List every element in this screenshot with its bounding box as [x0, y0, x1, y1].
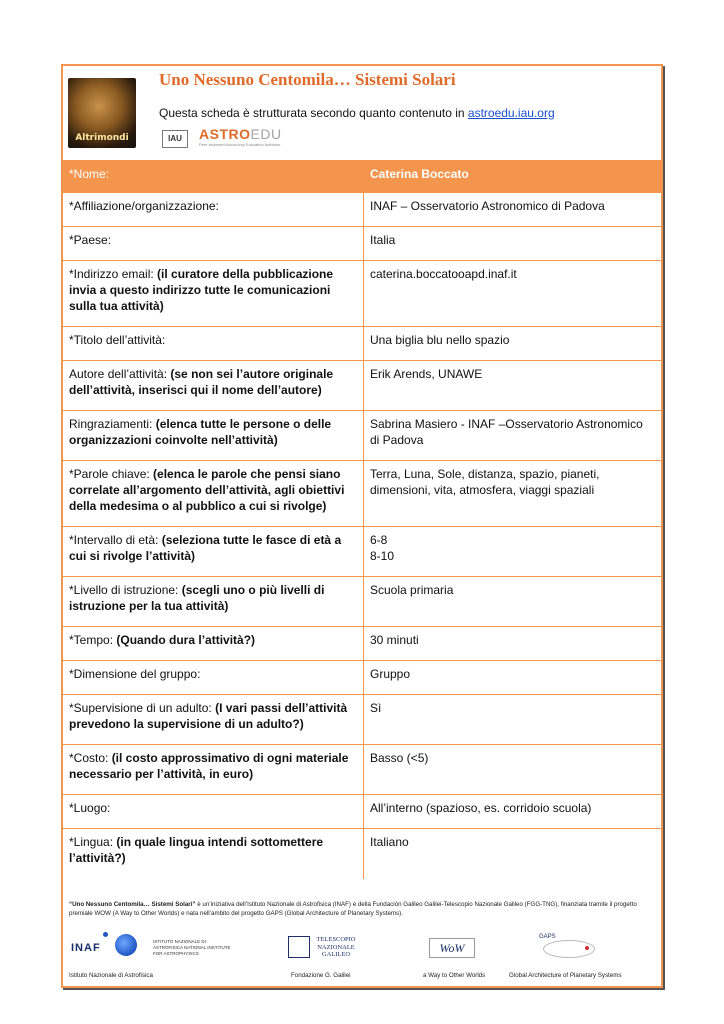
field-value: All’interno (spazioso, es. corridoio scuola) — [370, 801, 592, 815]
form-row-value — [364, 527, 662, 577]
form-row-value — [364, 795, 662, 829]
inaf-institute-name: ISTITUTO NAZIONALE DI ASTROFISICA NATIONAL INSTITUTE FOR ASTROPHYSICS — [153, 939, 231, 956]
form-row-label — [63, 527, 364, 577]
inaf-globe-icon — [115, 934, 137, 956]
form-row-label — [63, 161, 364, 193]
footer-label-fgg: Fondazione G. Galilei — [291, 972, 351, 979]
field-instructions: (Quando dura l’attività?) — [116, 633, 256, 647]
form-row-value — [364, 193, 662, 227]
field-label: *Titolo dell’attività: — [69, 333, 166, 347]
form-row-value — [364, 411, 662, 461]
footer-logos — [63, 928, 661, 968]
document-title: Uno Nessuno Centomila… Sistemi Solari — [159, 70, 456, 89]
field-instructions: (elenca tutte le persone o delle organizzazioni coinvolte nell’attività) — [69, 417, 332, 447]
form-row — [63, 661, 661, 695]
form-row — [63, 327, 661, 361]
field-label: *Indirizzo email: — [69, 267, 158, 281]
activity-form-table — [63, 160, 661, 879]
wow-logo: WoW — [429, 938, 475, 958]
field-value-secondary: 8-10 — [370, 549, 395, 563]
astroedu-logo-suffix: EDU — [250, 126, 282, 142]
inaf-logo: INAF — [71, 942, 101, 954]
form-row — [63, 193, 661, 227]
form-row — [63, 829, 661, 879]
field-label: *Lingua: — [69, 835, 117, 849]
field-label: Autore dell’attività: — [69, 367, 171, 381]
field-value: INAF – Osservatorio Astronomico di Padova — [370, 199, 605, 213]
field-label: *Parole chiave: — [69, 467, 154, 481]
inaf-dot-icon — [103, 932, 108, 937]
form-row-value — [364, 745, 662, 795]
form-row-label — [63, 661, 364, 695]
field-label: *Supervisione di un adulto: — [69, 701, 216, 715]
footer-note — [69, 900, 657, 918]
field-value: Gruppo — [370, 667, 411, 681]
field-label: *Affiliazione/organizzazione: — [69, 199, 219, 213]
field-instructions: (seleziona tutte le fasce di età a cui si rivolge l’attività) — [69, 533, 342, 563]
form-row-value — [364, 327, 662, 361]
footer-note-text: è un’iniziativa dell’Istituto Nazionale di Astrofisica (INAF) e della Fundación Galileo Galilei-Telescopio Nazionale Galileo (FGG-TNG), finanziata tramite il progetto premiale WOW (A Way to Other Worlds) e nata nell’ambito del progetto GAPS (Global Architecture of Planetary Systems). — [69, 901, 637, 917]
field-value: caterina.boccatooapd.inaf.it — [370, 267, 517, 281]
field-label: *Paese: — [69, 233, 112, 247]
form-row-label — [63, 795, 364, 829]
form-row-value — [364, 161, 662, 193]
field-value: Scuola primaria — [370, 583, 454, 597]
field-label: *Nome: — [69, 167, 110, 181]
field-value: 30 minuti — [370, 633, 419, 647]
form-row-value — [364, 829, 662, 879]
form-row-value — [364, 661, 662, 695]
planet-icon — [585, 946, 589, 950]
field-value: Sabrina Masiero - INAF –Osservatorio Astronomico di Padova — [370, 417, 643, 447]
form-row — [63, 161, 661, 193]
form-row — [63, 361, 661, 411]
form-row — [63, 411, 661, 461]
field-value: Una biglia blu nello spazio — [370, 333, 510, 347]
field-label: *Costo: — [69, 751, 112, 765]
field-value: Basso (<5) — [370, 751, 429, 765]
iau-logo: IAU — [162, 130, 188, 148]
form-row — [63, 627, 661, 661]
document-page — [61, 64, 663, 988]
form-row-label — [63, 461, 364, 527]
form-row — [63, 695, 661, 745]
field-instructions: (il curatore della pubblicazione invia a questo indirizzo tutte le comunicazioni sulla tua attività) — [69, 267, 334, 313]
form-row-label — [63, 327, 364, 361]
field-value: Terra, Luna, Sole, distanza, spazio, pianeti, dimensioni, vita, atmosfera, viaggi spaziali — [370, 467, 600, 497]
form-row-label — [63, 627, 364, 661]
astroedu-logo — [199, 126, 282, 142]
field-value: Italia — [370, 233, 396, 247]
field-value: Italiano — [370, 835, 409, 849]
form-row-value — [364, 577, 662, 627]
form-row-label — [63, 829, 364, 879]
field-instructions: (il costo approssimativo di ogni materiale necessario per l’attività, in euro) — [69, 751, 349, 781]
field-value: Caterina Boccato — [370, 167, 469, 181]
form-row-label — [63, 577, 364, 627]
field-value: 6-8 — [370, 533, 388, 547]
form-row-label — [63, 411, 364, 461]
form-row — [63, 527, 661, 577]
footer-label-gaps: Global Architecture of Planetary Systems — [509, 972, 622, 979]
field-instructions: (scegli uno o più livelli di istruzione per la tua attività) — [69, 583, 325, 613]
document-subtitle — [159, 106, 555, 120]
field-instructions: (elenca le parole che pensi siano correlate all’argomento dell’attività, agli obiettivi della medesima o al pubblico a cui si rivolge) — [69, 467, 345, 513]
subtitle-text: Questa scheda è strutturata secondo quanto contenuto in — [159, 106, 468, 120]
form-row-value — [364, 461, 662, 527]
footer-label-wow: a Way to Other Worlds — [423, 972, 486, 979]
form-row-value — [364, 227, 662, 261]
form-row — [63, 261, 661, 327]
form-row-value — [364, 361, 662, 411]
field-label: *Intervallo di età: — [69, 533, 162, 547]
gaps-logo-text: GAPS — [539, 934, 556, 940]
form-row — [63, 461, 661, 527]
field-label: *Dimensione del gruppo: — [69, 667, 201, 681]
form-row-value — [364, 627, 662, 661]
form-row — [63, 745, 661, 795]
footer-label-inaf: Istituto Nazionale di Astrofisica — [69, 972, 153, 979]
form-row-label — [63, 193, 364, 227]
astroedu-logo-main: ASTRO — [199, 126, 251, 142]
astroedu-link[interactable]: astroedu.iau.org — [467, 106, 555, 120]
field-value: Erik Arends, UNAWE — [370, 367, 483, 381]
field-instructions: (se non sei l’autore originale dell’attività, inserisci qui il nome dell’autore) — [69, 367, 334, 397]
form-row-value — [364, 695, 662, 745]
altrimondi-logo — [68, 78, 136, 148]
tng-logo-text: TELESCOPIO NAZIONALE GALILEO — [316, 936, 356, 958]
footer-note-title: “Uno Nessuno Centomila… Sistemi Solari” — [69, 901, 196, 908]
form-row-label — [63, 745, 364, 795]
field-label: Ringraziamenti: — [69, 417, 156, 431]
form-row-label — [63, 227, 364, 261]
form-row — [63, 795, 661, 829]
form-row-label — [63, 361, 364, 411]
field-value: Sì — [370, 701, 382, 715]
form-row-label — [63, 261, 364, 327]
altrimondi-logo-text: Altrimondi — [75, 133, 129, 143]
form-row-value — [364, 261, 662, 327]
astroedu-tagline: Peer-reviewed Astronomy Education Activities — [199, 142, 281, 147]
form-row — [63, 227, 661, 261]
form-row — [63, 577, 661, 627]
field-label: *Luogo: — [69, 801, 111, 815]
field-label: *Livello di istruzione: — [69, 583, 182, 597]
field-instructions: (I vari passi dell’attività prevedono la supervisione di un adulto?) — [69, 701, 348, 731]
gaps-logo — [539, 934, 595, 960]
form-row-label — [63, 695, 364, 745]
field-label: *Tempo: — [69, 633, 117, 647]
field-instructions: (in quale lingua intendi sottomettere l’attività?) — [69, 835, 324, 865]
tng-building-icon — [288, 936, 310, 958]
